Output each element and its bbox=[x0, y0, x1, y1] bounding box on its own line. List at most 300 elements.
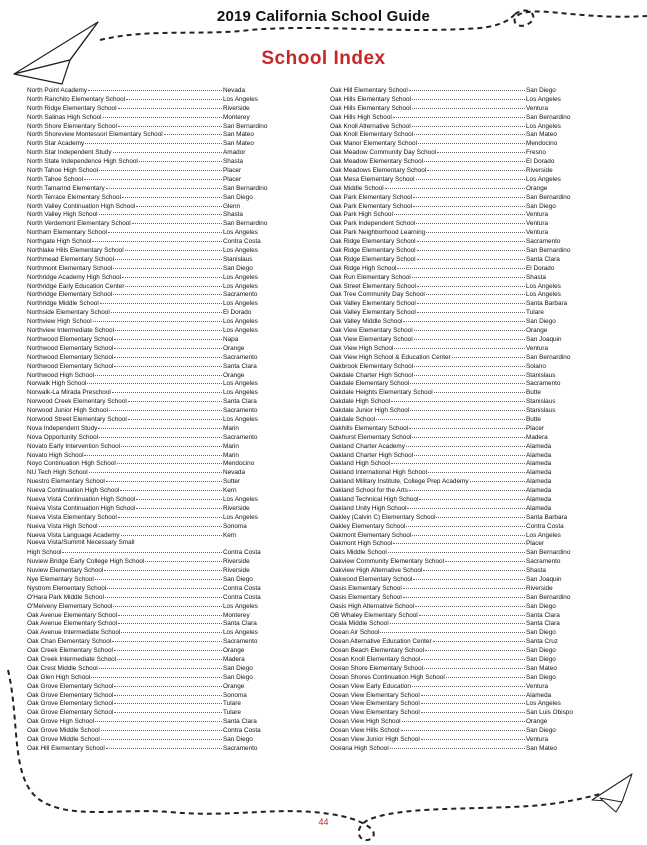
school-name: Oakdale High School bbox=[330, 398, 391, 406]
county-name: Mendocino bbox=[526, 140, 558, 148]
dot-leader bbox=[89, 467, 222, 473]
county-name: Santa Clara bbox=[223, 362, 257, 370]
dot-leader bbox=[85, 138, 222, 144]
county-name: San Diego bbox=[223, 736, 253, 744]
dot-leader bbox=[445, 556, 525, 562]
school-name: Oak Hill Elementary School bbox=[330, 87, 408, 94]
dot-leader bbox=[406, 441, 525, 447]
dot-leader bbox=[412, 94, 525, 100]
county-name: San Diego bbox=[526, 87, 556, 94]
school-name: Oak Grove Middle School bbox=[27, 727, 100, 735]
dot-leader bbox=[114, 361, 222, 367]
dot-leader bbox=[423, 565, 525, 571]
school-name: Norwood Junior High School bbox=[27, 407, 108, 415]
county-name: Los Angeles bbox=[223, 629, 258, 637]
county-name: San Bernardino bbox=[526, 353, 571, 361]
county-name: Los Angeles bbox=[223, 495, 258, 503]
index-entry bbox=[27, 744, 291, 753]
county-name: Placer bbox=[223, 175, 242, 183]
county-name: Orange bbox=[223, 647, 245, 655]
school-name: Oakland International High School bbox=[330, 469, 427, 477]
county-name: Riverside bbox=[223, 504, 250, 512]
school-name: Ocean View High School bbox=[330, 718, 401, 726]
county-name: Shasta bbox=[223, 211, 243, 219]
paper-plane-bottom-right-icon bbox=[592, 774, 632, 812]
county-name: Ventura bbox=[526, 736, 549, 744]
dot-leader bbox=[120, 485, 222, 491]
county-name: San Mateo bbox=[223, 131, 254, 139]
county-name: Sacramento bbox=[223, 433, 258, 441]
school-name: Nova Opportunity School bbox=[27, 433, 99, 441]
school-name: Oak Knoll Elementary School bbox=[330, 131, 414, 139]
county-name: Shasta bbox=[526, 567, 546, 575]
county-name: San Bernardino bbox=[526, 193, 571, 201]
county-name: Kern bbox=[223, 531, 237, 539]
school-name: Oak Glen High School bbox=[27, 673, 91, 681]
county-name: Riverside bbox=[526, 167, 553, 175]
county-name: Contra Costa bbox=[223, 593, 261, 601]
dot-leader bbox=[397, 263, 525, 269]
school-name: Oakdale School bbox=[330, 415, 376, 423]
dot-leader bbox=[104, 565, 222, 571]
dot-leader bbox=[410, 378, 525, 384]
county-name: Sacramento bbox=[526, 558, 561, 566]
school-name: Oakland High School bbox=[330, 460, 391, 468]
school-name: Nova Independent Study bbox=[27, 424, 98, 432]
county-name: El Dorado bbox=[223, 309, 252, 317]
dot-leader bbox=[93, 316, 222, 322]
school-name: Oaks Middle School bbox=[330, 549, 387, 557]
school-name: Oak Hill Elementary School bbox=[27, 744, 105, 752]
dot-leader bbox=[427, 165, 525, 171]
county-name: San Diego bbox=[526, 647, 556, 655]
dot-leader bbox=[101, 725, 222, 731]
dot-leader bbox=[421, 734, 525, 740]
school-name: Northlake Hills Elementary School bbox=[27, 247, 124, 255]
dot-leader bbox=[401, 725, 525, 731]
county-name: Sacramento bbox=[223, 744, 258, 752]
county-name: Stanislaus bbox=[526, 371, 556, 379]
school-name: High School bbox=[27, 549, 62, 557]
school-name: Oakland Technical High School bbox=[330, 495, 419, 503]
county-name: San Bernardino bbox=[526, 549, 571, 557]
county-name: Placer bbox=[526, 540, 545, 548]
dot-leader bbox=[425, 645, 525, 651]
school-name: North Shoreview Montessori Elementary School bbox=[27, 131, 163, 139]
county-name: Alameda bbox=[526, 442, 552, 450]
school-name: Oak View Elementary School bbox=[330, 327, 413, 335]
dot-leader bbox=[114, 707, 222, 713]
school-name: Oak Middle School bbox=[330, 184, 384, 192]
school-name: Oak Tree Community Day School bbox=[330, 291, 425, 299]
dot-leader bbox=[103, 112, 222, 118]
dot-leader bbox=[414, 450, 525, 456]
county-name: Alameda bbox=[526, 451, 552, 459]
dot-leader bbox=[409, 423, 525, 429]
county-name: Tulare bbox=[526, 309, 544, 317]
county-name: Santa Clara bbox=[223, 718, 257, 726]
school-name: Ocean Shores Continuation High School bbox=[330, 673, 445, 681]
county-name: Butte bbox=[526, 389, 541, 397]
county-name: Stanislaus bbox=[526, 407, 556, 415]
county-name: Sacramento bbox=[526, 380, 561, 388]
county-name: Los Angeles bbox=[223, 95, 258, 103]
county-name: San Bernardino bbox=[223, 122, 268, 130]
dot-leader bbox=[99, 663, 222, 669]
school-name: Northwood Elementary School bbox=[27, 335, 114, 343]
county-name: Monterey bbox=[223, 611, 250, 619]
school-name: Oak View Elementary School bbox=[330, 335, 413, 343]
county-name: Marin bbox=[223, 451, 239, 459]
dot-leader bbox=[391, 458, 525, 464]
school-name: Oak Park High School bbox=[330, 211, 393, 219]
dot-leader bbox=[414, 361, 525, 367]
dot-leader bbox=[417, 236, 525, 242]
school-name: Ocean Shore Elementary School bbox=[330, 664, 424, 672]
school-name: Oak View High School & Education Center bbox=[330, 353, 451, 361]
dot-leader bbox=[91, 672, 222, 678]
dot-leader bbox=[406, 521, 525, 527]
school-name: Ocean View Elementary School bbox=[330, 691, 420, 699]
school-name: Oakdale Elementary School bbox=[330, 380, 410, 388]
school-name: Ocean View Junior High School bbox=[330, 736, 420, 744]
guide-title: 2019 California School Guide bbox=[216, 8, 431, 25]
county-name: San Joaquin bbox=[526, 575, 562, 583]
county-name: Orange bbox=[526, 184, 548, 192]
county-name: Madera bbox=[223, 656, 245, 663]
school-name: Nuview Bridge Early College High School bbox=[27, 558, 145, 566]
county-name: Amador bbox=[223, 149, 246, 157]
county-name: Los Angeles bbox=[223, 247, 258, 255]
county-name: Tulare bbox=[223, 700, 241, 708]
school-name: North Star Academy bbox=[27, 140, 85, 148]
dot-leader bbox=[106, 476, 222, 482]
school-name: Nueva Vista Language Academy bbox=[27, 531, 120, 539]
dot-leader bbox=[122, 272, 222, 278]
dot-leader bbox=[409, 85, 525, 91]
county-name: San Diego bbox=[526, 673, 556, 681]
county-name: Solano bbox=[526, 362, 546, 370]
county-name: Los Angeles bbox=[526, 700, 561, 708]
county-name: San Diego bbox=[223, 193, 253, 201]
school-name: Nueva Vista High School bbox=[27, 522, 98, 530]
county-name: Marin bbox=[223, 442, 239, 450]
dot-leader bbox=[414, 334, 525, 340]
school-name: Oak Manor Elementary School bbox=[330, 140, 418, 148]
county-name: Alameda bbox=[526, 478, 552, 486]
county-name: Orange bbox=[526, 718, 548, 726]
school-name: Ocean View Early Education bbox=[330, 682, 411, 690]
dot-leader bbox=[403, 592, 525, 598]
dot-leader bbox=[117, 654, 222, 660]
dot-leader bbox=[419, 610, 525, 616]
county-name: Los Angeles bbox=[223, 327, 258, 335]
county-name: Sutter bbox=[223, 478, 241, 486]
dot-leader bbox=[418, 138, 525, 144]
school-name: Novato High School bbox=[27, 451, 84, 459]
dot-leader bbox=[414, 370, 525, 376]
dot-leader bbox=[62, 547, 222, 553]
school-index-right-column bbox=[330, 86, 594, 753]
dot-leader bbox=[417, 298, 525, 304]
school-name: Oak Run Elementary School bbox=[330, 273, 411, 281]
dot-leader bbox=[428, 467, 525, 473]
dot-leader bbox=[380, 627, 525, 633]
county-name: San Bernardino bbox=[526, 113, 571, 121]
school-name: OB Whaley Elementary School bbox=[330, 611, 418, 619]
dot-leader bbox=[416, 218, 525, 224]
school-name: Northwood Elementary School bbox=[27, 344, 114, 352]
county-name: Contra Costa bbox=[223, 584, 261, 592]
school-name: Northside Elementary School bbox=[27, 309, 110, 317]
school-name: Oak Creek Intermediate School bbox=[27, 656, 117, 663]
school-name: Oak Meadows Elementary School bbox=[330, 167, 427, 175]
dot-leader bbox=[115, 254, 222, 260]
school-name: Nuestro Elementary School bbox=[27, 478, 105, 486]
county-name: Madera bbox=[526, 433, 548, 441]
county-name: San Diego bbox=[526, 202, 556, 210]
school-name: Northridge Academy High School bbox=[27, 273, 122, 281]
county-name: Sacramento bbox=[223, 638, 258, 646]
dot-leader bbox=[128, 396, 222, 402]
dot-leader bbox=[394, 343, 525, 349]
county-name: Santa Clara bbox=[526, 611, 560, 619]
county-name: Ventura bbox=[526, 104, 549, 112]
dot-leader bbox=[95, 370, 222, 376]
school-name: Oak Ridge Elementary School bbox=[330, 255, 416, 263]
dot-leader bbox=[108, 227, 222, 233]
school-name: Ocean Alternative Education Center bbox=[330, 638, 432, 646]
school-name: Oak Grove Elementary School bbox=[27, 700, 114, 708]
dot-leader bbox=[407, 503, 525, 509]
county-name: Riverside bbox=[223, 558, 250, 566]
county-name: San Mateo bbox=[526, 744, 557, 752]
county-name: Los Angeles bbox=[526, 282, 561, 290]
dot-leader bbox=[88, 85, 222, 91]
dot-leader bbox=[417, 307, 525, 313]
school-index-left-column bbox=[27, 86, 291, 753]
school-name: O'Melveny Elementary School bbox=[27, 602, 113, 610]
dot-leader bbox=[115, 325, 222, 331]
school-name: Northview Intermediate School bbox=[27, 327, 115, 335]
dot-leader bbox=[393, 112, 525, 118]
county-name: San Diego bbox=[223, 673, 253, 681]
school-name: Norwalk High School bbox=[27, 380, 87, 388]
dot-leader bbox=[92, 236, 222, 242]
dot-leader bbox=[393, 538, 525, 544]
dot-leader bbox=[421, 707, 525, 713]
county-name: Los Angeles bbox=[526, 122, 561, 130]
page-heading: School Index bbox=[261, 48, 386, 69]
dot-leader bbox=[413, 192, 525, 198]
county-name: Riverside bbox=[526, 584, 553, 592]
school-name: Northam Elementary School bbox=[27, 229, 107, 237]
county-name: Placer bbox=[223, 167, 242, 175]
county-name: Contra Costa bbox=[223, 238, 261, 246]
county-name: Shasta bbox=[223, 158, 243, 166]
school-name: Novato Early Intervention School bbox=[27, 442, 121, 450]
dot-leader bbox=[412, 530, 525, 536]
school-name: Norwood Street Elementary School bbox=[27, 415, 127, 423]
dot-leader bbox=[122, 192, 222, 198]
county-name: San Bernardino bbox=[223, 220, 268, 228]
county-name: Ventura bbox=[526, 229, 549, 237]
county-name: Mendocino bbox=[223, 460, 255, 468]
county-name: Glenn bbox=[223, 202, 241, 210]
dot-leader bbox=[136, 503, 222, 509]
county-name: Los Angeles bbox=[223, 380, 258, 388]
county-name: Los Angeles bbox=[223, 300, 258, 308]
dot-leader bbox=[412, 103, 525, 109]
county-name: Los Angeles bbox=[223, 513, 258, 521]
county-name: Ventura bbox=[526, 211, 549, 219]
school-name: Nye Elementary School bbox=[27, 575, 94, 583]
county-name: Ventura bbox=[526, 220, 549, 228]
county-name: Los Angeles bbox=[223, 282, 258, 290]
county-name: Santa Barbara bbox=[526, 300, 568, 308]
county-name: Sacramento bbox=[526, 238, 561, 246]
school-name: Oak Ridge Elementary School bbox=[330, 247, 416, 255]
county-name: Monterey bbox=[223, 113, 250, 121]
dot-leader bbox=[421, 698, 525, 704]
school-name: Nuview Elementary School bbox=[27, 567, 104, 575]
school-name: Oakview High Alternative School bbox=[330, 567, 423, 575]
dot-leader bbox=[126, 94, 222, 100]
county-name: Fresno bbox=[526, 149, 546, 157]
dot-leader bbox=[421, 690, 525, 696]
dot-leader bbox=[436, 512, 525, 518]
county-name: Alameda bbox=[526, 504, 552, 512]
dot-leader bbox=[114, 352, 222, 358]
dot-leader bbox=[114, 645, 222, 651]
dot-leader bbox=[421, 654, 525, 660]
school-name: Oakley Elementary School bbox=[330, 522, 406, 530]
school-name: Norwood Creek Elementary School bbox=[27, 398, 127, 406]
county-name: Alameda bbox=[526, 691, 552, 699]
dot-leader bbox=[417, 281, 525, 287]
school-name: Oakwood Elementary School bbox=[330, 575, 413, 583]
county-name: San Diego bbox=[526, 656, 556, 663]
dot-leader bbox=[99, 521, 222, 527]
school-name: Ocean Beach Elementary School bbox=[330, 647, 425, 655]
dot-leader bbox=[128, 414, 222, 420]
school-name: Oak Hills Elementary School bbox=[330, 104, 411, 112]
school-name: Oakland Charter High School bbox=[330, 451, 414, 459]
school-name: North Ridge Elementary School bbox=[27, 104, 117, 112]
school-name: North State Independence High School bbox=[27, 158, 138, 166]
dot-leader bbox=[413, 574, 525, 580]
dot-leader bbox=[409, 485, 525, 491]
school-name: Oakhills Elementary School bbox=[330, 424, 409, 432]
school-name: Oakland Charter Academy bbox=[330, 442, 405, 450]
county-name: Santa Clara bbox=[526, 620, 560, 628]
school-name: Northmead Elementary School bbox=[27, 255, 115, 263]
dot-leader bbox=[118, 618, 222, 624]
school-name: Nueva Vista Elementary School bbox=[27, 513, 117, 521]
dot-leader bbox=[402, 716, 525, 722]
county-name: San Mateo bbox=[526, 131, 557, 139]
school-name: North Terrace Elementary School bbox=[27, 193, 122, 201]
dot-leader bbox=[107, 583, 222, 589]
school-name: Oakdale Junior High School bbox=[330, 407, 410, 415]
dot-leader bbox=[424, 156, 525, 162]
dot-leader bbox=[99, 165, 222, 171]
dot-leader bbox=[118, 103, 222, 109]
school-name: Oak Chan Elementary School bbox=[27, 638, 112, 646]
dot-leader bbox=[376, 414, 525, 420]
dot-leader bbox=[412, 272, 525, 278]
dot-leader bbox=[109, 405, 222, 411]
school-name: North Valley High School bbox=[27, 211, 98, 219]
school-name: Oak Hills Elementary School bbox=[330, 95, 411, 103]
school-name: Northmont Elementary School bbox=[27, 264, 113, 272]
school-name: Ocean Knoll Elementary School bbox=[330, 656, 421, 663]
school-name: Oak View High School bbox=[330, 344, 394, 352]
dot-leader bbox=[437, 147, 525, 153]
county-name: Los Angeles bbox=[223, 229, 258, 237]
school-name: Oasis Elementary School bbox=[330, 584, 402, 592]
dot-leader bbox=[424, 663, 525, 669]
county-name: Sacramento bbox=[223, 353, 258, 361]
school-name: Noyo Continuation High School bbox=[27, 460, 116, 468]
dot-leader bbox=[84, 174, 222, 180]
school-name: North Salinas High School bbox=[27, 113, 102, 121]
dot-leader bbox=[132, 218, 222, 224]
county-name: Los Angeles bbox=[223, 273, 258, 281]
dot-leader bbox=[121, 627, 222, 633]
dot-leader bbox=[121, 441, 222, 447]
dot-leader bbox=[95, 716, 222, 722]
dot-leader bbox=[105, 592, 222, 598]
school-name: O'Hara Park Middle School bbox=[27, 593, 104, 601]
school-name: Oak Crest Middle School bbox=[27, 664, 98, 672]
school-name: Oakdale Charter High School bbox=[330, 371, 414, 379]
county-name: Contra Costa bbox=[223, 727, 261, 735]
dot-leader bbox=[426, 227, 525, 233]
county-name: Los Angeles bbox=[223, 318, 258, 326]
dot-leader bbox=[114, 343, 222, 349]
school-name: Oak Avenue Elementary School bbox=[27, 620, 118, 628]
school-name: Oak Hills High School bbox=[330, 113, 392, 121]
dot-leader bbox=[388, 547, 525, 553]
index-entry bbox=[330, 468, 594, 477]
school-name: Ocean Air School bbox=[330, 629, 380, 637]
county-name: Santa Clara bbox=[526, 255, 560, 263]
county-name: San Bernardino bbox=[223, 184, 268, 192]
county-name: Alameda bbox=[526, 487, 552, 495]
county-name: Kern bbox=[223, 487, 237, 495]
dot-leader bbox=[412, 681, 525, 687]
school-name: Oak Grove Elementary School bbox=[27, 682, 114, 690]
school-name: Oak Creek Elementary School bbox=[27, 647, 113, 655]
dot-leader bbox=[112, 636, 222, 642]
dot-leader bbox=[121, 530, 222, 536]
school-name: Oak Street Elementary School bbox=[330, 282, 416, 290]
county-name: Placer bbox=[526, 424, 545, 432]
dot-leader bbox=[446, 672, 525, 678]
dot-leader bbox=[125, 281, 222, 287]
county-name: Ventura bbox=[526, 344, 549, 352]
dot-leader bbox=[434, 387, 525, 393]
dot-leader bbox=[114, 690, 222, 696]
county-name: Los Angeles bbox=[223, 415, 258, 423]
county-name: Los Angeles bbox=[526, 291, 561, 299]
dot-leader bbox=[118, 610, 222, 616]
school-name: Oak Park Neighborhood Learning bbox=[330, 229, 426, 237]
school-name: Nueva Vista/Summit Necessary Small bbox=[27, 539, 135, 547]
dot-leader bbox=[136, 201, 222, 207]
dot-leader bbox=[114, 698, 222, 704]
